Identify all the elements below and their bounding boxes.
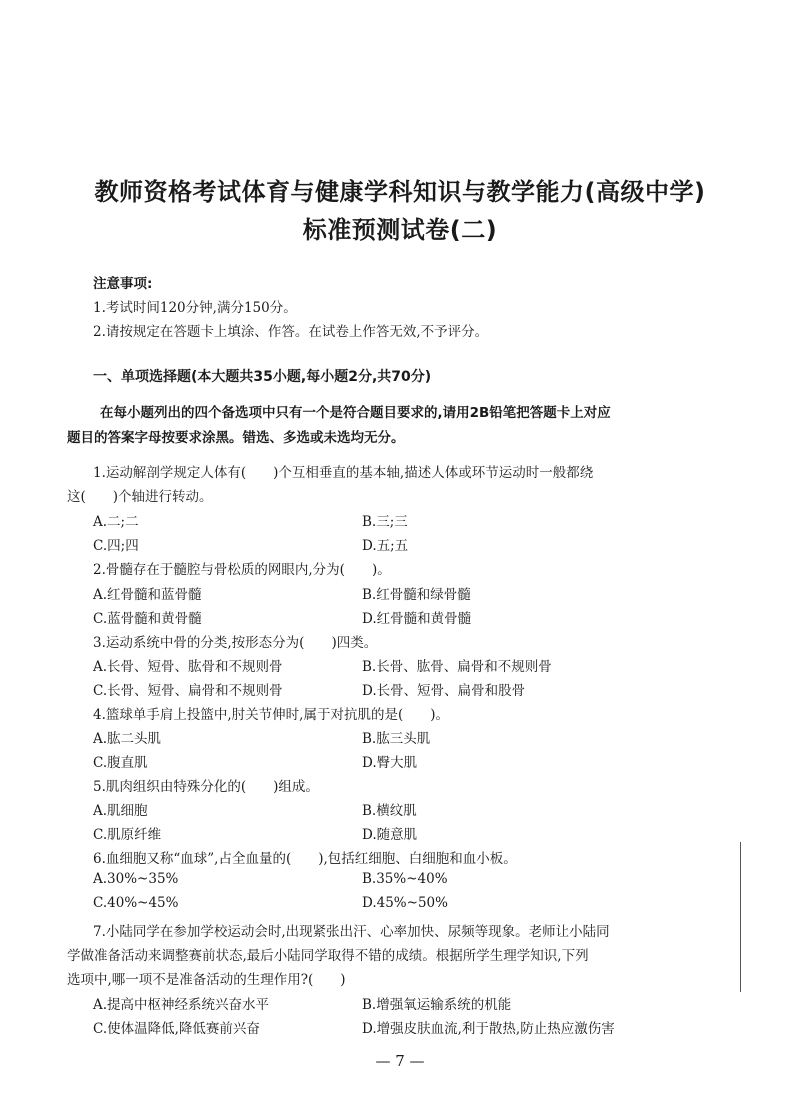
question-1-option-a: A.二;二 bbox=[93, 514, 139, 530]
notes-heading: 注意事项: bbox=[93, 276, 153, 292]
note-item: 1.考试时间120分钟,满分150分。 bbox=[93, 300, 297, 316]
question-7-stem: 选项中,哪一项不是准备活动的生理作用?( ) bbox=[67, 972, 346, 988]
question-7-option-a: A.提高中枢神经系统兴奋水平 bbox=[93, 997, 270, 1013]
question-7-stem: 学做准备活动来调整赛前状态,最后小陆同学取得不错的成绩。根据所学生理学知识,下列 bbox=[67, 948, 589, 964]
question-3-stem: 3.运动系统中骨的分类,按形态分为( )四类。 bbox=[93, 635, 378, 651]
question-2-option-a: A.红骨髓和蓝骨髓 bbox=[93, 587, 202, 603]
question-4-option-b: B.肱三头肌 bbox=[362, 731, 431, 747]
question-4-stem: 4.篮球单手肩上投篮中,肘关节伸时,属于对抗肌的是( )。 bbox=[93, 707, 449, 723]
section-heading: 一、单项选择题(本大题共35小题,每小题2分,共70分) bbox=[93, 369, 432, 385]
question-3-option-a: A.长骨、短骨、肱骨和不规则骨 bbox=[93, 659, 283, 675]
question-1-option-c: C.四;四 bbox=[93, 538, 139, 554]
question-2-option-c: C.蓝骨髓和黄骨髓 bbox=[93, 611, 202, 627]
question-5-option-c: C.肌原纤维 bbox=[93, 827, 162, 843]
question-1-stem: 这( )个轴进行转动。 bbox=[67, 489, 213, 505]
question-6-option-a: A.30%~35% bbox=[93, 871, 179, 887]
question-7-option-d: D.增强皮肤血流,利于散热,防止热应激伤害 bbox=[362, 1021, 615, 1037]
question-2-option-b: B.红骨髓和绿骨髓 bbox=[362, 587, 471, 603]
question-7-stem: 7.小陆同学在参加学校运动会时,出现紧张出汗、心率加快、尿频等现象。老师让小陆同 bbox=[93, 924, 610, 940]
page-number: — 7 — bbox=[375, 1052, 425, 1070]
question-3-option-c: C.长骨、短骨、扁骨和不规则骨 bbox=[93, 683, 283, 699]
question-6-stem: 6.血细胞又称“血球”,占全血量的( ),包括红细胞、白细胞和血小板。 bbox=[93, 851, 517, 867]
question-4-option-a: A.肱二头肌 bbox=[93, 731, 162, 747]
question-2-option-d: D.红骨髓和黄骨髓 bbox=[362, 611, 472, 627]
question-7-option-c: C.使体温降低,降低赛前兴奋 bbox=[93, 1021, 260, 1037]
question-7-option-b: B.增强氧运输系统的机能 bbox=[362, 997, 512, 1013]
question-5-option-b: B.横纹肌 bbox=[362, 803, 417, 819]
question-3-option-d: D.长骨、短骨、扁骨和股骨 bbox=[362, 683, 526, 699]
question-6-option-c: C.40%~45% bbox=[93, 895, 179, 911]
question-4-option-d: D.臀大肌 bbox=[362, 755, 418, 771]
question-2-stem: 2.骨髓存在于髓腔与骨松质的网眼内,分为( )。 bbox=[93, 562, 391, 578]
question-5-option-d: D.随意肌 bbox=[362, 827, 418, 843]
margin-rule bbox=[740, 842, 741, 992]
question-6-option-d: D.45%~50% bbox=[362, 895, 448, 911]
question-4-option-c: C.腹直肌 bbox=[93, 755, 148, 771]
question-6-option-b: B.35%~40% bbox=[362, 871, 448, 887]
exam-title-line1: 教师资格考试体育与健康学科知识与教学能力(高级中学) bbox=[94, 178, 706, 206]
exam-title-line2: 标准预测试卷(二) bbox=[302, 216, 498, 244]
section-instruction: 题目的答案字母按要求涂黑。错选、多选或未选均无分。 bbox=[67, 430, 405, 446]
question-1-stem: 1.运动解剖学规定人体有( )个互相垂直的基本轴,描述人体或环节运动时一般都绕 bbox=[93, 465, 594, 481]
note-item: 2.请按规定在答题卡上填涂、作答。在试卷上作答无效,不予评分。 bbox=[93, 324, 489, 340]
section-instruction: 在每小题列出的四个备选项中只有一个是符合题目要求的,请用2B铅笔把答题卡上对应 bbox=[100, 405, 611, 421]
question-5-stem: 5.肌肉组织由特殊分化的( )组成。 bbox=[93, 779, 319, 795]
question-1-option-d: D.五;五 bbox=[362, 538, 409, 554]
question-3-option-b: B.长骨、肱骨、扁骨和不规则骨 bbox=[362, 659, 552, 675]
question-5-option-a: A.肌细胞 bbox=[93, 803, 148, 819]
question-1-option-b: B.三;三 bbox=[362, 514, 408, 530]
